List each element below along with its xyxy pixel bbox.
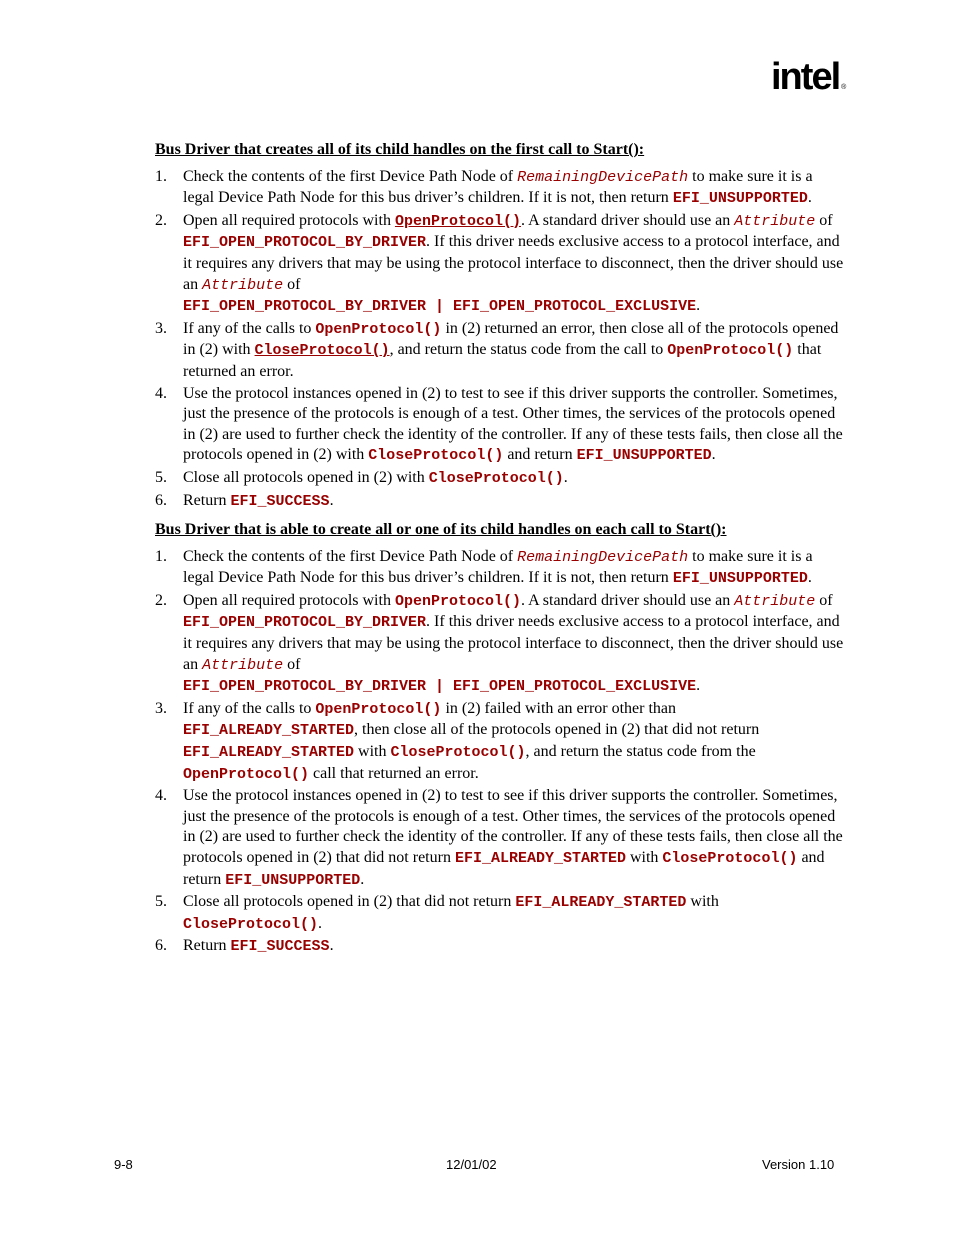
list-item: 1. Check the contents of the first Device Path Node of RemainingDevicePath to make sure it is a legal Device Path Node for this bus driver’s children. If it is not, then return EFI_UNSUPPORTED. <box>155 167 813 208</box>
parameter-name: Attribute <box>202 276 284 294</box>
function-name: OpenProtocol() <box>394 592 521 610</box>
list-item: 6. Return EFI_SUCCESS. <box>155 491 334 510</box>
section-heading-1: Bus Driver that creates all of its child handles on the first call to Start(): <box>155 141 645 158</box>
list-item: 3. If any of the calls to OpenProtocol() in (2) failed with an error other than EFI_ALREADY_STARTED, then close all of the protocols opened in (2) that did not return EFI_ALREADY_STARTED with CloseProtocol(), and return the status code from the OpenProtocol() call that returned an error. <box>155 699 760 783</box>
constant-name: EFI_OPEN_PROTOCOL_BY_DRIVER <box>183 614 427 632</box>
status-code: EFI_UNSUPPORTED <box>672 570 808 588</box>
constant-name: EFI_OPEN_PROTOCOL_BY_DRIVER | EFI_OPEN_PROTOCOL_EXCLUSIVE <box>183 298 697 316</box>
status-code: EFI_UNSUPPORTED <box>225 871 361 889</box>
function-name: CloseProtocol() <box>390 744 526 762</box>
function-name: OpenProtocol() <box>667 342 794 360</box>
status-code: EFI_ALREADY_STARTED <box>515 894 687 912</box>
list-item: 5. Close all protocols opened in (2) with CloseProtocol(). <box>155 468 568 487</box>
parameter-name: Attribute <box>734 212 816 230</box>
step-list-2 <box>155 547 845 958</box>
status-code: EFI_ALREADY_STARTED <box>454 850 626 867</box>
constant-name: EFI_OPEN_PROTOCOL_BY_DRIVER <box>183 234 427 252</box>
parameter-name: RemainingDevicePath <box>517 168 689 186</box>
step-list-1 <box>155 167 845 513</box>
footer-date: 12/01/02 <box>446 1157 497 1172</box>
status-code: EFI_UNSUPPORTED <box>576 447 712 465</box>
intel-logo: intel ® <box>771 56 847 98</box>
list-item: 3. If any of the calls to OpenProtocol() in (2) returned an error, then close all of the protocols opened in (2) with CloseProtocol(), and return the status code from the call to OpenProtocol() that returned an error. <box>155 319 839 380</box>
section-heading-2: Bus Driver that is able to create all or one of its child handles on each call to Start(): <box>155 521 727 539</box>
status-code: EFI_ALREADY_STARTED <box>183 744 355 762</box>
function-name: CloseProtocol() <box>368 447 504 465</box>
constant-name: EFI_OPEN_PROTOCOL_BY_DRIVER | EFI_OPEN_PROTOCOL_EXCLUSIVE <box>183 678 697 696</box>
status-code: EFI_SUCCESS <box>230 492 330 510</box>
function-name: OpenProtocol() <box>315 320 442 338</box>
list-item: 4. Use the protocol instances opened in (2) to test to see if this driver supports the controller. Sometimes, just the presence of the protocols is enough of a test. Other times, the services of the protocols opened in (2) are used to further check the identity of the controller. If any of these tests fails, then close all the protocols opened in (2) that did not return EFI_ALREADY_STARTED with CloseProtocol() and return EFI_UNSUPPORTED. <box>155 787 843 889</box>
function-name: CloseProtocol() <box>428 469 564 487</box>
list-item: 4. Use the protocol instances opened in (2) to test to see if this driver supports the controller. Sometimes, just the presence of the protocols is enough of a test. Other times, the services of the protocols opened in (2) are used to further check the identity of the controller. If any of these tests fails, then close all the protocols opened in (2) with CloseProtocol() and return EFI_UNSUPPORTED. <box>155 384 843 465</box>
list-item: 5. Close all protocols opened in (2) that did not return EFI_ALREADY_STARTED with CloseProtocol(). <box>155 893 719 933</box>
list-item: 6. Return EFI_SUCCESS. <box>155 937 334 956</box>
function-link[interactable]: OpenProtocol() <box>394 212 521 230</box>
function-name: CloseProtocol() <box>662 850 798 867</box>
status-code: EFI_ALREADY_STARTED <box>183 722 355 740</box>
parameter-name: RemainingDevicePath <box>517 548 689 566</box>
page-number: 9-8 <box>114 1157 133 1172</box>
function-name: OpenProtocol() <box>315 700 442 718</box>
document-body <box>155 140 845 959</box>
parameter-name: Attribute <box>734 592 816 610</box>
parameter-name: Attribute <box>202 656 284 674</box>
status-code: EFI_SUCCESS <box>230 938 330 956</box>
function-name: OpenProtocol() <box>183 765 310 783</box>
list-item: 2. Open all required protocols with OpenProtocol(). A standard driver should use an Attribute of EFI_OPEN_PROTOCOL_BY_DRIVER. If this driver needs exclusive access to a protocol interface, and it requires any drivers that may be using the protocol interface to disconnect, then the driver should use an Attribute of EFI_OPEN_PROTOCOL_BY_DRIVER | EFI_OPEN_PROTOCOL_EXCLUSIVE. <box>155 591 844 696</box>
list-item: 1. Check the contents of the first Device Path Node of RemainingDevicePath to make sure it is a legal Device Path Node for this bus driver’s children. If it is not, then return EFI_UNSUPPORTED. <box>155 547 813 588</box>
function-name: CloseProtocol() <box>183 915 319 933</box>
list-item: 2. Open all required protocols with OpenProtocol(). A standard driver should use an Attribute of EFI_OPEN_PROTOCOL_BY_DRIVER. If this driver needs exclusive access to a protocol interface, and it requires any drivers that may be using the protocol interface to disconnect, then the driver should use an Attribute of EFI_OPEN_PROTOCOL_BY_DRIVER | EFI_OPEN_PROTOCOL_EXCLUSIVE. <box>155 211 844 316</box>
function-link[interactable]: CloseProtocol() <box>254 342 390 360</box>
status-code: EFI_UNSUPPORTED <box>672 190 808 208</box>
footer-version: Version 1.10 <box>762 1157 835 1172</box>
